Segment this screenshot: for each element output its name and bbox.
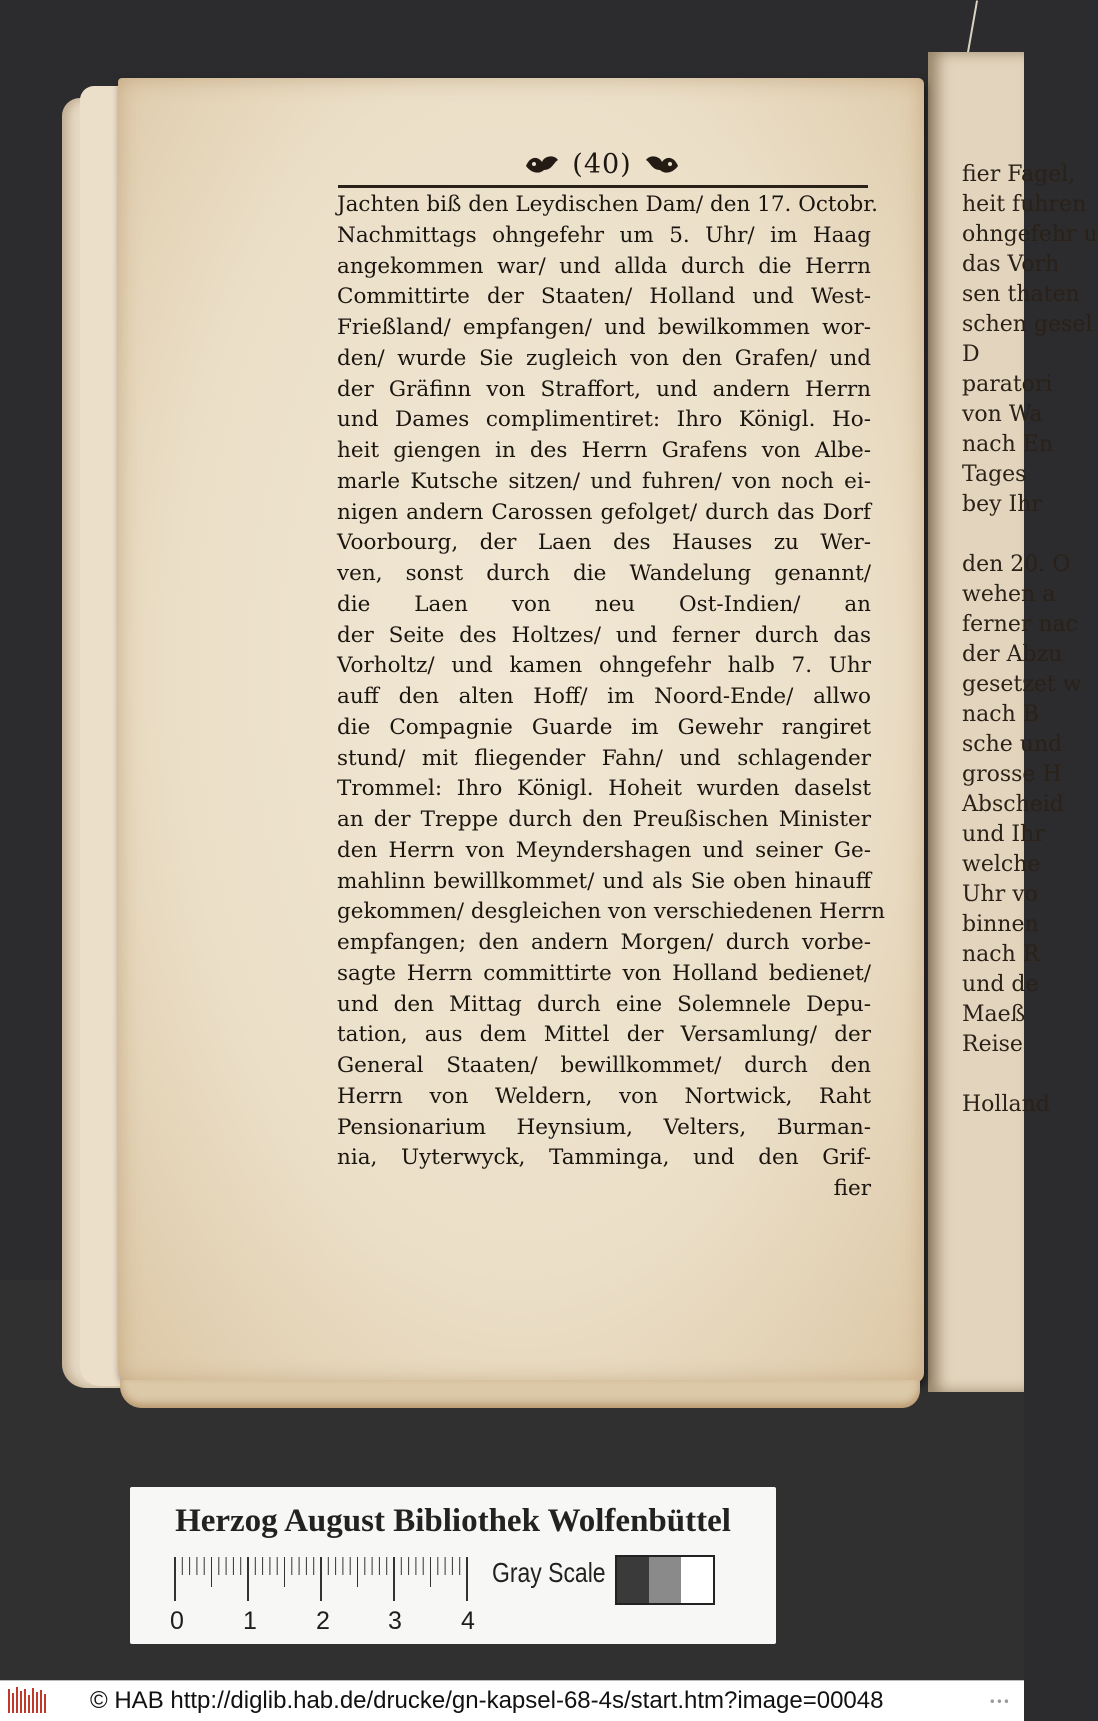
text-line: marle Kutsche sitzen/ und fuhren/ von noch ei- [337, 468, 871, 494]
facing-page-line: binnen [962, 912, 1039, 937]
facing-page-line: D [962, 342, 980, 367]
text-line: mahlinn bewillkommet/ und als Sie oben hinauff [337, 868, 871, 894]
facing-page-line: Tages [962, 462, 1027, 487]
gray-scale-label: Gray Scale [492, 1557, 606, 1588]
scale-label-3: 3 [388, 1607, 402, 1635]
hab-logo-icon [6, 1685, 48, 1717]
facing-page-line: sen thaten [962, 282, 1080, 307]
header-rule [338, 185, 868, 188]
text-line: Trommel: Ihro Königl. Hoheit wurden daselst [337, 776, 871, 802]
text-line: die Compagnie Guarde im Gewehr rangiret [337, 714, 871, 740]
page-number: (40) [572, 148, 632, 180]
facing-page-line: Uhr vo [962, 882, 1038, 907]
text-line: nigen andern Carossen gefolget/ durch das Dorf [337, 499, 871, 525]
text-line: Voorbourg, der Laen des Hauses zu Wer- [337, 530, 871, 556]
facing-page-line: nach R [962, 942, 1040, 967]
scale-label-4: 4 [461, 1607, 475, 1635]
text-line: Pensionarium Heynsium, Velters, Burman- [337, 1114, 871, 1140]
text-line: der Seite des Holtzes/ und ferner durch das [337, 622, 871, 648]
facing-page-line: wehen a [962, 582, 1056, 607]
text-line: und den Mittag durch eine Solemnele Depu- [337, 991, 871, 1017]
text-line: Herrn von Weldern, von Nortwick, Raht [337, 1083, 871, 1109]
facing-page-line: der Abzu [962, 642, 1063, 667]
ruler-card [130, 1487, 776, 1644]
facing-page-line: paratori [962, 372, 1053, 397]
text-line: tation, aus dem Mittel der Versamlung/ der [337, 1022, 871, 1048]
facing-page-line: bey Ihr [962, 492, 1042, 517]
text-line: an der Treppe durch den Preußischen Minister [337, 807, 871, 832]
text-line: empfangen; den andern Morgen/ durch vorbe- [337, 930, 871, 955]
text-line: stund/ mit fliegender Fahn/ und schlagender [337, 745, 871, 771]
text-line: sagte Herrn committirte von Holland bedienet/ [337, 960, 871, 986]
facing-page-line: und Ihr [962, 822, 1045, 847]
footer-bar [0, 1680, 1024, 1721]
page-header [512, 140, 692, 188]
gray-swatch [617, 1557, 649, 1603]
facing-page-line: schen gesel [962, 312, 1093, 337]
text-line: der Gräfinn von Straffort, und andern Herrn [337, 376, 871, 402]
text-line: den/ wurde Sie zugleich von den Grafen/ und [337, 345, 871, 371]
text-block [337, 190, 885, 1205]
text-line: Vorholtz/ und kamen ohngefehr halb 7. Uhr [337, 653, 871, 679]
facing-page-line: welche [962, 852, 1041, 877]
facing-page-line: sche und [962, 732, 1063, 757]
text-line: ven, sonst durch die Wandelung genannt/ [337, 561, 871, 586]
footer-dots: ••• [988, 1695, 1010, 1709]
facing-page-line: nach B [962, 702, 1039, 727]
facing-page-line: Reise [962, 1032, 1023, 1057]
scale-label-2: 2 [316, 1607, 330, 1635]
text-line: auff den alten Hoff/ im Noord-Ende/ allwo [337, 684, 871, 709]
text-line: General Staaten/ bewillkommet/ durch den [337, 1053, 871, 1078]
facing-page-line: von Wa [962, 402, 1043, 427]
facing-page-line: das Vorh [962, 252, 1060, 277]
facing-page-line: Abscheid [962, 792, 1064, 817]
gray-swatch [681, 1557, 713, 1603]
gray-scale-swatches [615, 1555, 715, 1605]
footer-url-text: © HAB http://diglib.hab.de/drucke/gn-kapsel-68-4s/start.htm?image=00048 [90, 1687, 884, 1714]
facing-page-line: fier Fagel, [962, 162, 1076, 187]
facing-page-line: nach En [962, 432, 1053, 457]
facing-page-line: Maeß [962, 1002, 1026, 1027]
facing-page-line: ferner nac [962, 612, 1078, 637]
facing-page-line: den 20. O [962, 552, 1071, 577]
text-line: die Laen von neu Ost-Indien/ an [337, 591, 871, 617]
text-line: angekommen war/ und allda durch die Herrn [337, 253, 871, 279]
facing-page-line: ohngefehr u [962, 222, 1098, 247]
scale-label-1: 1 [243, 1607, 257, 1635]
text-line: Committirte der Staaten/ Holland und West- [337, 284, 871, 310]
left-ornament-icon [524, 152, 560, 176]
text-line: heit giengen in des Herrn Grafens von Albe- [337, 438, 871, 463]
facing-page-line: Holland [962, 1092, 1050, 1117]
ruler-scale [174, 1555, 484, 1605]
facing-page-line: grosse H [962, 762, 1062, 787]
page-bottom-edge [120, 1380, 920, 1408]
facing-page-line: gesetzet w [962, 672, 1082, 697]
facing-page-line: und de [962, 972, 1039, 997]
text-line: Frießland/ empfangen/ und bewilkommen wor- [337, 315, 871, 340]
scale-label-0: 0 [170, 1607, 184, 1635]
text-line: Nachmittags ohngefehr um 5. Uhr/ im Haag [337, 222, 871, 248]
text-line: den Herrn von Meyndershagen und seiner Ge- [337, 837, 871, 863]
library-title: Herzog August Bibliothek Wolfenbüttel [175, 1503, 731, 1539]
facing-page-line: heit fuhren [962, 192, 1087, 217]
text-line: fier [833, 1176, 871, 1201]
text-line: nia, Uyterwyck, Tamminga, und den Grif- [337, 1145, 871, 1171]
gray-swatch [649, 1557, 681, 1603]
facing-page [928, 52, 1098, 1392]
text-line: gekommen/ desgleichen von verschiedenen Herrn [337, 899, 885, 925]
right-ornament-icon [644, 152, 680, 176]
text-line: Jachten biß den Leydischen Dam/ den 17. Octobr. [337, 192, 878, 217]
text-line: und Dames complimentiret: Ihro Königl. Ho- [337, 407, 871, 433]
